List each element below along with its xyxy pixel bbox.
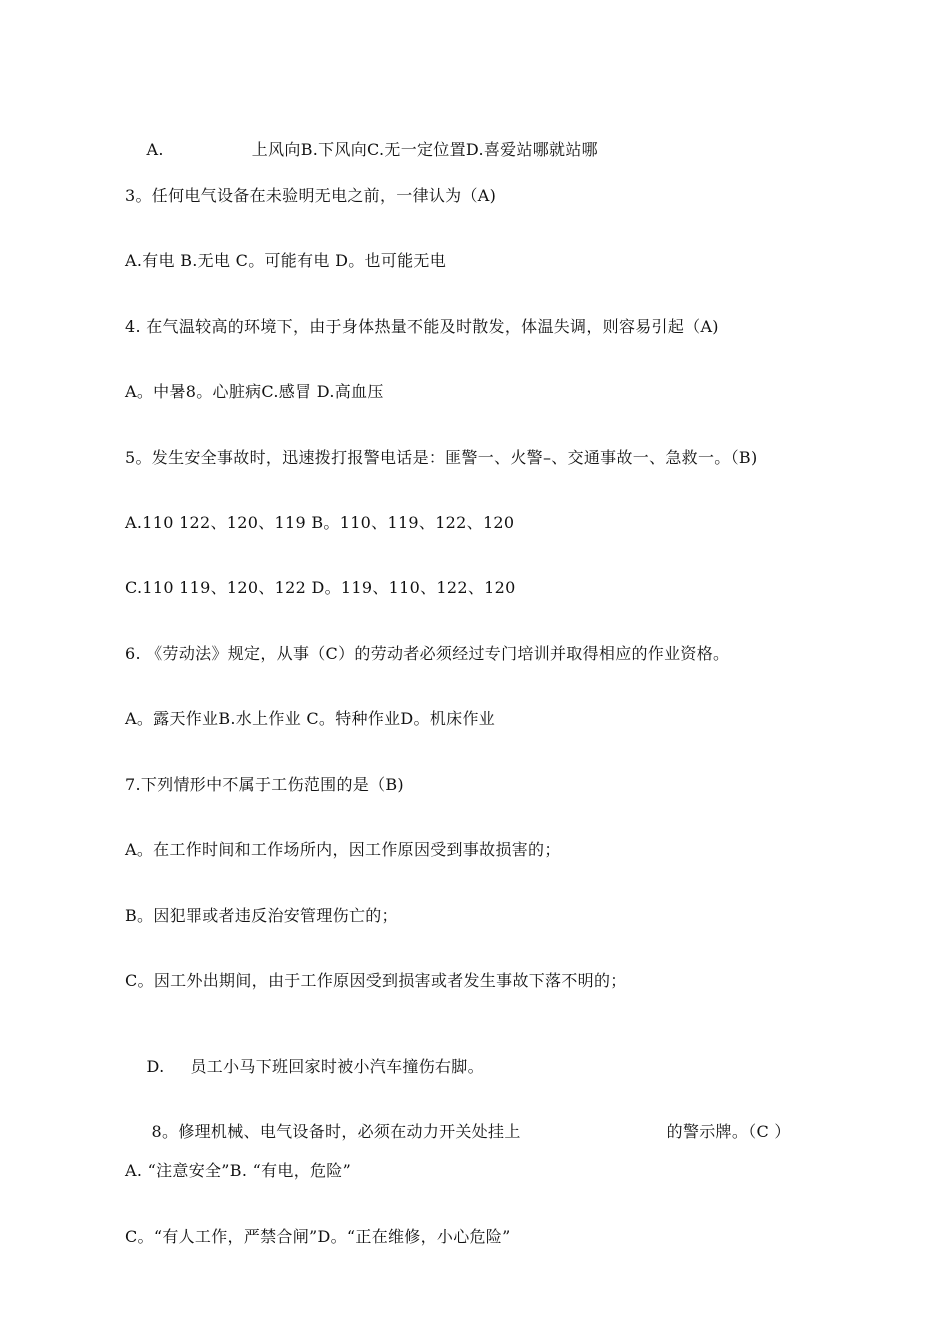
q3-question: 3。任何电气设备在未验明无电之前，一律认为（A)	[125, 186, 497, 205]
q6-options: A。露天作业B.水上作业 C。特种作业D。机床作业	[125, 709, 496, 728]
q7-question: 7.下列情形中不属于工伤范围的是（B)	[125, 775, 404, 794]
q7-option-d	[125, 1037, 484, 1097]
q6-question: 6. 《劳动法》规定，从事（C）的劳动者必须经过专门培训并取得相应的作业资格。	[125, 644, 730, 663]
q7-option-d-text: 员工小马下班回家时被小汽车撞伤右脚。	[190, 1057, 484, 1076]
q7-option-c: C。因工外出期间，由于工作原因受到损害或者发生事故下落不明的；	[125, 971, 627, 990]
q2-options-text: 上风向B.下风向C.无一定位置D.喜爱站哪就站哪	[251, 140, 598, 159]
q7-option-a: A。在工作时间和工作场所内，因工作原因受到事故损害的；	[125, 840, 561, 859]
option-d-label: D.	[146, 1057, 165, 1076]
q2-options-line	[125, 120, 598, 180]
q7-option-b: B。因犯罪或者违反治安管理伤亡的；	[125, 906, 398, 925]
q8-options-ab: A. “注意安全”B. “有电，危险”	[125, 1161, 352, 1180]
q5-options-ab: A.110 122、120、119 B。110、119、122、120	[125, 513, 515, 532]
q8-question-part2: 的警示牌。（C ）	[666, 1122, 791, 1141]
q4-options: A。中暑8。心脏病C.感冒 D.高血压	[125, 382, 384, 401]
option-a-label: A.	[146, 140, 164, 159]
q3-options: A.有电 B.无电 C。可能有电 D。也可能无电	[125, 251, 447, 270]
q4-question: 4. 在气温较高的环境下，由于身体热量不能及时散发，体温失调，则容易引起（A)	[125, 317, 719, 336]
q8-options-cd: C。“有人工作，严禁合闸”D。“正在维修，小心危险”	[125, 1227, 511, 1246]
q5-question: 5。发生安全事故时，迅速拨打报警电话是：匪警一、火警–、交通事故一、急救一。（B)	[125, 448, 758, 467]
q5-options-cd: C.110 119、120、122 D。119、110、122、120	[125, 578, 516, 597]
q8-question	[130, 1102, 791, 1162]
q8-question-part1: 8。修理机械、电气设备时，必须在动力开关处挂上	[151, 1122, 521, 1141]
